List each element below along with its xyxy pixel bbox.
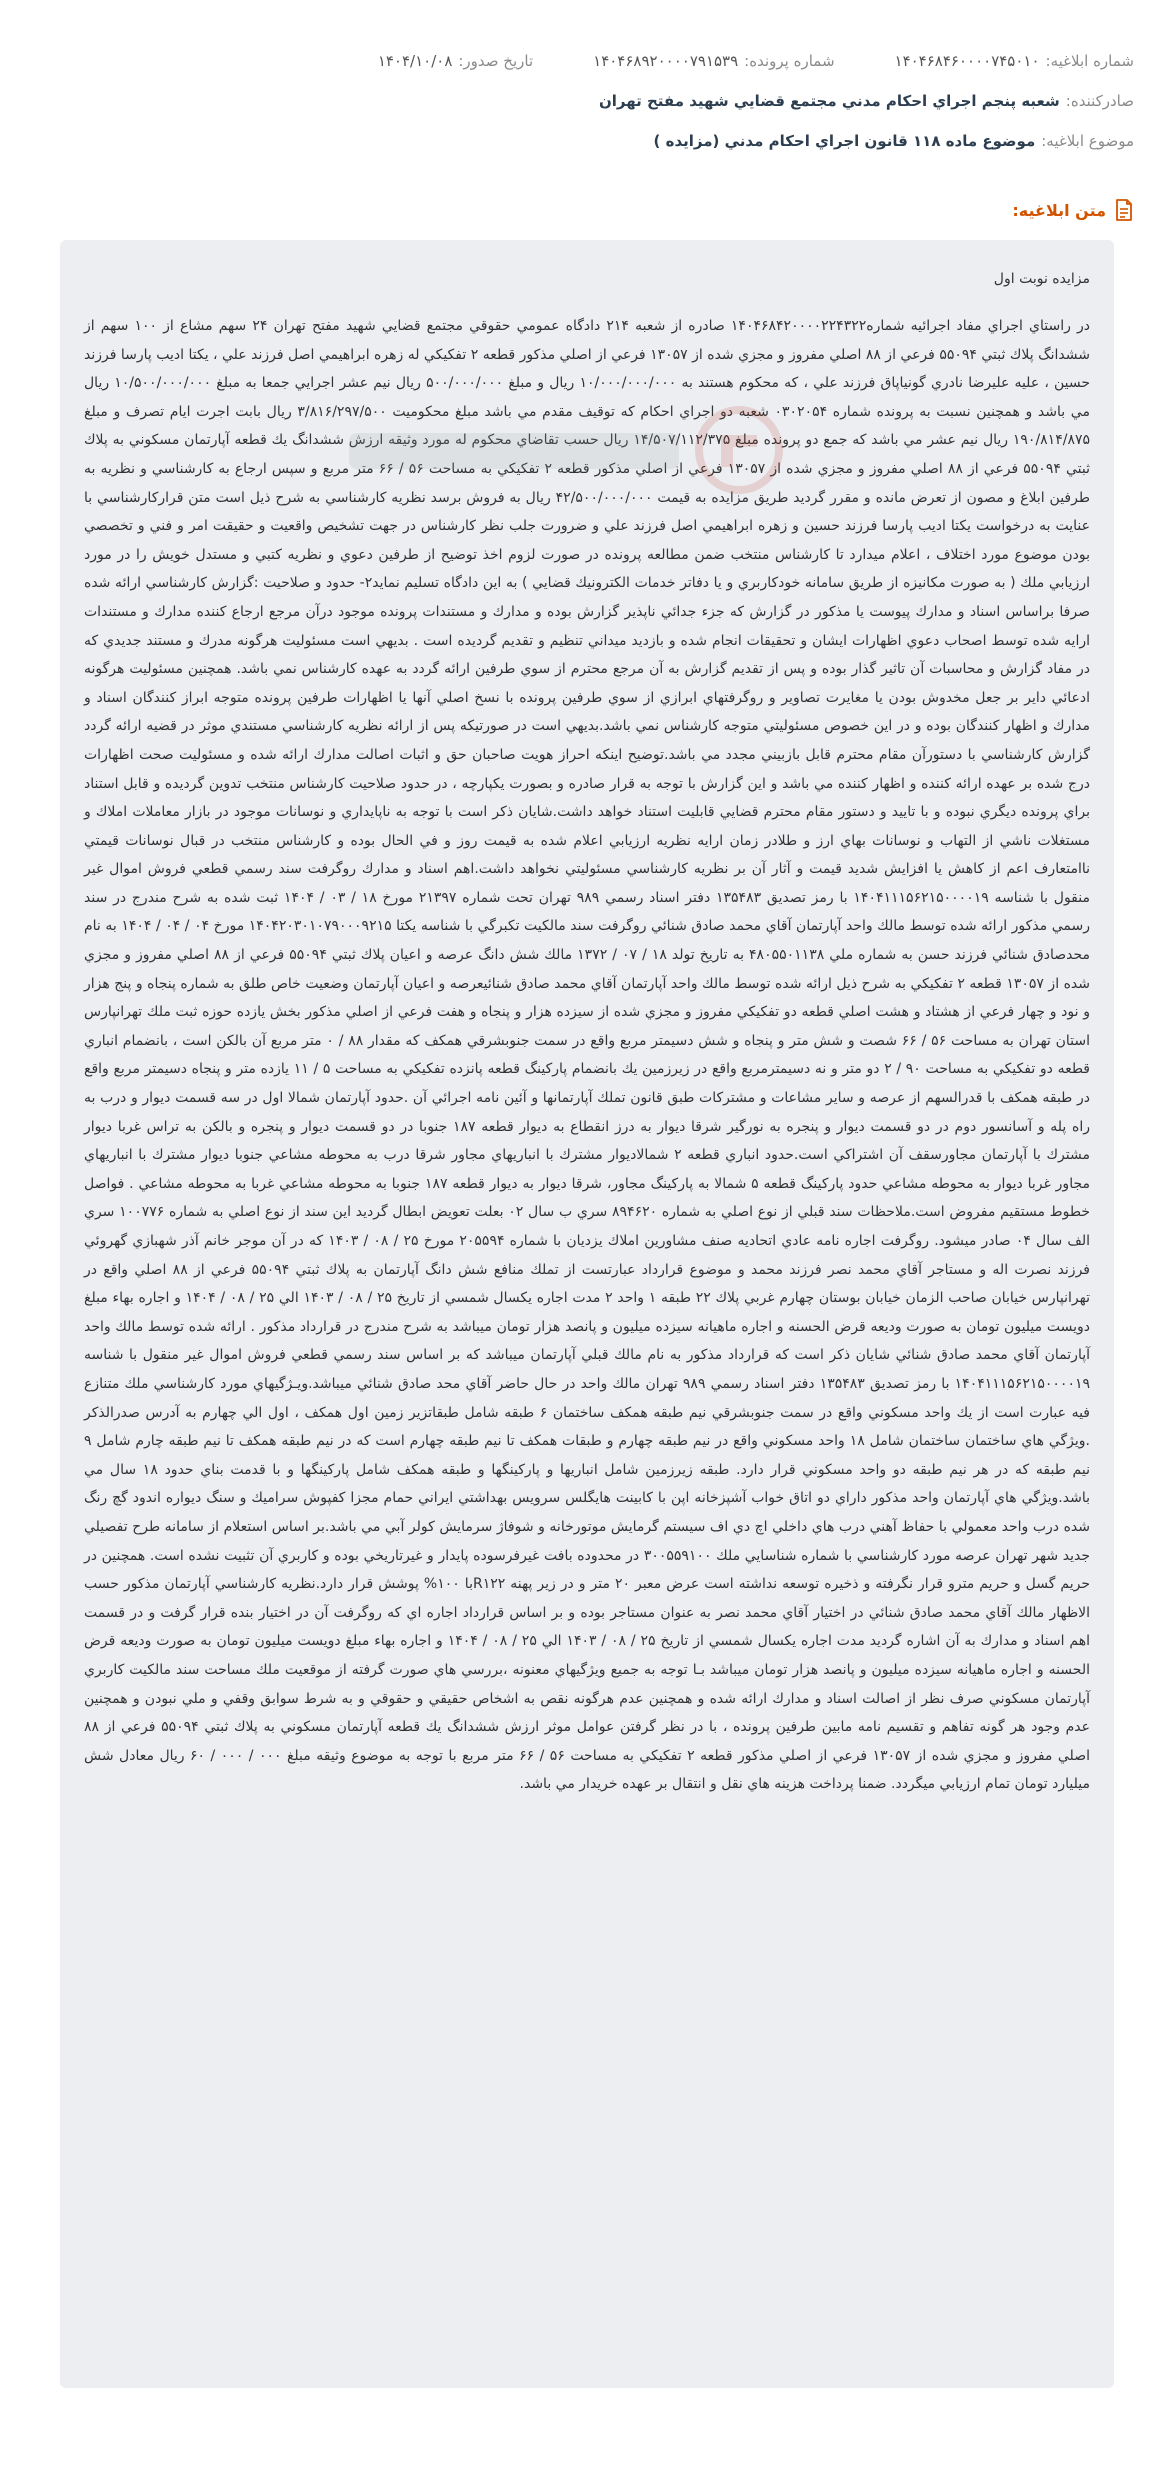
notice-header	[40, 50, 1134, 170]
document-icon	[1114, 198, 1134, 222]
subject	[654, 130, 1134, 152]
subject-label: موضوع ابلاغیه:	[1041, 132, 1134, 150]
case-number	[593, 50, 834, 72]
meta-row-numbers	[40, 50, 1134, 90]
notice-body-text: در راستاي اجراي مفاد اجرائيه شماره۱۴۰۴۶۸۴۲۰۰۰۰۲۲۴۳۲۲ صادره از شعبه ۲۱۴ دادگاه عمومي حقوقي مجتمع قضايي شهيد مفتح تهران ۲۴ سهم مشاع از ۱۰۰ سهم از ششدانگ پلاك ثبتي ۵۵۰۹۴ فرعي از ۸۸ اصلي مفروز و مجزي شده از ۱۳۰۵۷ فرعي از اصلي مذكور قطعه ۲ تفكيكي له زهره ابراهيمي اصل فرزند علي ، يكتا اديب پارسا فرزند حسين ، عليه عليرضا نادري گونياپاق فرزند علي ، كه محكوم هستند به ۱۰/۰۰۰/۰۰۰/۰۰۰ ريال و مبلغ ۵۰۰/۰۰۰/۰۰۰ ريال نيم عشر اجرايي جمعا به مبلغ ۱۰/۵۰۰/۰۰۰/۰۰۰ ريال مي باشد و همچنين نسبت به پرونده شماره ۰۳۰۲۰۵۴ شعبه دو اجراي احكام كه توقيف مقدم مي باشد مبلغ محكوميت ۳/۸۱۶/۲۹۷/۵۰۰ ريال بابت اجرت ايام تصرف و مبلغ ۱۹۰/۸۱۴/۸۷۵ ريال نيم عشر مي باشد كه جمع دو پرونده مبلغ ۱۴/۵۰۷/۱۱۲/۳۷۵ ريال حسب تقاضاي محكوم له مورد وثيقه ارزش ششدانگ يك قطعه آپارتمان مسكوني به پلاك ثبتي ۵۵۰۹۴ فرعي از ۸۸ اصلي مفروز و مجزي شده از ۱۳۰۵۷ فرعي از اصلي مذكور قطعه ۲ تفكيكي به مساحت ۵۶ / ۶۶ متر مربع و سپس ارجاع به كارشناسي و نظريه به طرفين ابلاغ و مصون از تعرض مانده و مقرر گرديد طريق مزايده به قيمت ۴۲/۵۰۰/۰۰۰/۰۰۰ ريال به فروش برسد نظريه كارشناسي به شرح ذيل است متن قراركارشناسي با عنايت به درخواست يكتا اديب پارسا فرزند حسين و زهره ابراهيمي اصل فرزند علي و ضرورت جلب نظر كارشناس در جهت تشخيص واقعيت و حقيقت امر و فني و تخصصي بودن موضوع مورد اختلاف ، اعلام ميدارد تا كارشناس منتخب ضمن مطالعه پرونده در صورت لزوم اخذ توضيح از طرفين دعوي و نظريه كتبي و مستدل خويش را در مورد ارزيابي ملك ( به صورت مكانيزه از طريق سامانه خودكاربري و يا دفاتر خدمات الكترونيك قضايي ) به اين دادگاه تسليم نمايد۲- حدود و صلاحيت :گزارش كارشناسي ارائه شده صرفا براساس اسناد و مدارك پيوست يا مذكور در گزارش كه جزء جدائي ناپذير گزارش بوده و مدارك و مستندات پرونده موجود درآن مرجع ارجاع كننده مدارك و مستندات ارايه شده توسط اصحاب دعوي اظهارات ايشان و تحقيقات انجام شده و بازديد ميداني تنظيم و تقديم گرديده است . بديهي است مسئوليت هرگونه مدرك و مستند جديدي كه در مفاد گزارش و محاسبات آن تاثير گذار بوده و پس از تقديم گزارش به آن مرجع محترم از سوي طرفين ارائه گردد به عهده كارشناس نمي باشد. همچنين مسئوليت هرگونه ادعائي داير بر جعل مخدوش بودن يا مغايرت تصاوير و روگرفتهاي ابرازي از سوي طرفين پرونده با نسخ اصلي آنها يا اظهارات طرفين پرونده متوجه ابراز كنندگان اسناد و مدارك و اظهار كنندگان بوده و در اين خصوص مسئوليتي متوجه كارشناس نمي باشد.بديهي است در صورتيكه پس از ارائه نظريه كارشناسي مستندي موثر در قضيه ارائه گردد گزارش كارشناسي با دستورآن مقام محترم قابل بازبيني مجدد مي باشد.توضيح اينكه احراز هويت صاحبان حق و اثبات اصالت مدارك ارائه شده و مسئوليت صحت اظهارات درج شده بر عهده ارائه كننده و اظهار كننده مي باشد و اين گزارش با توجه به قرار صادره و بصورت يكپارچه ، در حدود صلاحيت كارشناس منتخب تدوين گرديده و قابل استناد براي پرونده ديگري نبوده و با تاييد و دستور مقام محترم قضايي قابليت استناد خواهد داشت.شايان ذكر است با توجه به ناپايداري و نوسانات موجود در بازار معاملات املاك و مستغلات ناشي از التهاب و نوسانات بهاي ارز و طلادر زمان ارايه نظريه ارزيابي اعلام شده به قيمت روز و في الحال بوده و كارشناس منتخب در قبال نوسانات قيمتي ناامتعارف اعم از كاهش يا افزايش شديد قيمت و آثار آن بر نظريه كارشناسي مسئوليتي نخواهد داشت.اهم اسناد و مدارك روگرفت سند رسمي قطعي فروش اموال غير منقول با شناسه ۱۴۰۴۱۱۱۵۶۲۱۵۰۰۰۰۱۹ با رمز تصديق ۱۳۵۴۸۳ دفتر اسناد رسمي ۹۸۹ تهران تحت شماره ۲۱۳۹۷ مورخ ۱۸ / ۰۳ / ۱۴۰۴ ثبت شده به شرح مندرج در سند رسمي مذكور ارائه شده توسط مالك واحد آپارتمان آقاي محمد صادق شنائي روگرفت سند مالكيت تكبرگي با شناسه يكتا ۱۴۰۴۲۰۳۰۱۰۷۹۰۰۰۹۲۱۵ مورخ ۰۴ / ۰۴ / ۱۴۰۴ به نام محدصادق شنائي فرزند حسن به شماره ملي ۴۸۰۵۵۰۱۱۳۸ به تاريخ تولد ۱۸ / ۰۷ / ۱۳۷۲ مالك شش دانگ عرصه و اعيان پلاك ثبتي ۵۵۰۹۴ فرعي از ۸۸ اصلي مفروز و مجزي شده از ۱۳۰۵۷ قطعه ۲ تفكيكي به شرح ذيل ارائه شده توسط مالك واحد آپارتمان آقاي محمد صادق شنائيعرصه و اعيان آپارتمان وضعيت خاص طلق به شماره پنجاه و پنج هزار و نود و چهار فرعي از هشتاد و هشت اصلي قطعه دو تفكيكي مفروز و مجزي شده از سيزده هزار و پنجاه و هفت فرعي از اصلي مذكور بخش يازده حوزه ثبت ملك تهرانپارس استان تهران به مساحت ۵۶ / ۶۶ شصت و شش متر و پنجاه و شش دسيمتر مربع واقع در سمت جنوبشرقي همكف كه مقدار ۸۸ / ۰ متر مربع آن بالكن است ، بانضمام انباري قطعه دو تفكيكي به مساحت ۹۰ / ۲ دو متر و نه دسيمترمربع واقع در زيرزمين يك بانضمام پاركينگ قطعه پانزده تفكيكي به مساحت ۵ / ۱۱ يازده متر و پنجاه دسيمتر مربع واقع در طبقه همكف با قدرالسهم از عرصه و ساير مشاعات و مشتركات طبق قانون تملك آپارتمانها و آئين نامه اجرائي آن .حدود آپارتمان شمالا اول در سه قسمت ديوار و درب به راه پله و آسانسور دوم در دو قسمت ديوار و پنجره به نورگير شرقا ديوار به درز انقطاع به ديوار قطعه ۱۸۷ جنوبا در دو قسمت ديوار و پنجره و بالكن به تراس غربا ديوار مشترك با آپارتمان مجاورسقف آن اشتراكي است.حدود انباري قطعه ۲ شمالاديوار مشترك با انباريهاي مجاور شرقا درب به محوطه مشاعي جنوبا ديوار مشترك با انباريهاي مجاور غربا ديوار به محوطه مشاعي حدود پاركينگ قطعه ۵ شمالا به پاركينگ مجاور، شرقا ديوار به ديوار قطعه ۱۸۷ جنوبا به محوطه مشاعي غربا به محوطه مشاعي . فواصل خطوط مستقيم مفروض است.ملاحظات سند قبلي از نوع اصلي به شماره ۸۹۴۶۲۰ سري ب سال ۰۲ بعلت تعويض ابطال گرديد اين سند از نوع اصلي به شماره ۱۰۰۷۷۶ سري الف سال ۰۴ صادر ميشود. روگرفت اجاره نامه عادي اتحاديه صنف مشاورين املاك يزديان با شماره ۲۰۵۵۹۴ مورخ ۲۵ / ۰۸ / ۱۴۰۳ كه در آن موجر خانم آذر شهبازي گهروئي فرزند نصرت اله و مستاجر آقاي محمد نصر فرزند محمد و موضوع قرارداد عبارتست از تملك منافع شش دانگ آپارتمان به پلاك ثبتي ۵۵۰۹۴ فرعي از ۸۸ اصلي واقع در تهرانپارس خيابان صاحب الزمان خيابان بوستان چهارم غربي پلاك ۲۲ طبقه ۱ واحد ۲ مدت اجاره يكسال شمسي از تاريخ ۲۵ / ۰۸ / ۱۴۰۳ الي ۲۵ / ۰۸ / ۱۴۰۴ و اجاره بهاء مبلغ دويست ميليون تومان به صورت وديعه قرض الحسنه و اجاره ماهيانه سيزده ميليون و پانصد هزار تومان ميباشد به شرح مندرج در قرارداد مذكور . ارائه شده توسط مالك واحد آپارتمان آقاي محمد صادق شنائي شايان ذكر است كه قرارداد مذكور به نام مالك قبلي آپارتمان ميباشد كه بر اساس سند رسمي قطعي فروش اموال غير منقول با شناسه ۱۴۰۴۱۱۱۵۶۲۱۵۰۰۰۰۱۹ با رمز تصديق ۱۳۵۴۸۳ دفتر اسناد رسمي ۹۸۹ تهران مالك واحد در حال حاضر آقاي محد صادق شنائي ميباشد.ويـژگيهاي مورد كارشناسي ملك متنازع فيه عبارت است از يك واحد مسكوني واقع در سمت جنوبشرقي نيم طبقه همكف ساختمان ۶ طبقه شامل طبقاتزير زمين اول همكف ، اول الي چهارم به آدرس صدرالذكر .ويژگي هاي ساختمان ساختمان شامل ۱۸ واحد مسكوني واقع در نيم طبقه چهارم و طبقات همكف تا نيم طبقه چهارم است كه در نيم طبقه همكف تا نيم طبقه چارم شامل ۹ نيم طبقه كه در هر نيم طبقه دو واحد مسكوني قرار دارد. طبقه زيرزمين شامل انباريها و پاركينگها و طبقه همكف شامل پاركينگها و با قدمت بناي حدود ۱۸ سال مي باشد.ويژگي هاي آپارتمان واحد مذكور داراي دو اتاق خواب آشپزخانه اپن با كابينت هايگلس سرويس بهداشتي ايراني حمام مجزا كفپوش سراميك و سنگ ديواره اندود گچ رنگ شده درب واحد معمولي با حفاظ آهني درب هاي داخلي اچ دي اف سيستم گرمايش موتورخانه و شوفاژ سرمايش كولر آبي مي باشد.بر اساس استعلام از سامانه طرح تفصيلي جديد شهر تهران عرصه مورد كارشناسي با شماره شناسايي ملك ۳۰۰۵۵۹۱۰۰ در محدوده بافت غيرفرسوده پايدار و غيرتاريخي بوده و كاربري آن تثبيت نشده است. همچنين در حريم گسل و حريم مترو قرار نگرفته و ذخيره توسعه نداشته است عرض معبر ۲۰ متر و در زير پهنه R۱۲۲با ۱۰۰% پوشش قرار دارد.نظريه كارشناسي آپارتمان مذكور حسب الاظهار مالك آقاي محمد صادق شنائي در اختيار آقاي محمد نصر به عنوان مستاجر بوده و بر اساس قرارداد اجاره اي كه روگرفت آن در اختيار بنده قرار گرفت و در قسمت اهم اسناد و مدارك به آن اشاره گرديد مدت اجاره يكسال شمسي از تاريخ ۲۵ / ۰۸ / ۱۴۰۳ الي ۲۵ / ۰۸ / ۱۴۰۴ و اجاره بهاء مبلغ دويست ميليون تومان به صورت وديعه قرض الحسنه و اجاره ماهيانه سيزده ميليون و پانصد هزار تومان ميباشد بـا توجه به جميع ويژگيهاي معنونه ،بررسي هاي صورت گرفته از موقعيت ملك مساحت سند مالكيت كاربري آپارتمان مسكوني صرف نظر از اصالت اسناد و مدارك ارائه شده و همچنين عدم هرگونه نقص به اشخاص حقيقي و حقوقي و به شرط سوابق وقفي و ملي نبودن و همچنين عدم وجود هر گونه تفاهم و تقسيم نامه مابين طرفين پرونده ، با در نظر گرفتن عوامل موثر ارزش ششدانگ يك قطعه آپارتمان مسكوني به پلاك ثبتي ۵۵۰۹۴ فرعي از ۸۸ اصلي مفروز و مجزي شده از ۱۳۰۵۷ فرعي از اصلي مذكور قطعه ۲ تفكيكي به مساحت ۵۶ / ۶۶ متر مربع با توجه به موضوع وثيقه مبلغ ۰۰۰ / ۰۰۰ / ۶۰ ريال معادل شش ميليارد تومان تمام ارزيابي ميگردد. ضمنا پرداخت هزينه هاي نقل و انتقال بر عهده خريدار مي باشد.	[84, 318, 1091, 1793]
issue-date-value: ۱۴۰۴/۱۰/۰۸	[377, 52, 453, 70]
meta-row-subject	[40, 130, 1134, 170]
notice-heading: مزايده نوبت اول	[993, 271, 1090, 287]
case-number-value: ۱۴۰۴۶۸۹۲۰۰۰۰۷۹۱۵۳۹	[593, 52, 739, 70]
issuer-value: شعبه پنجم اجراي احكام مدني مجتمع قضايي شهيد مفتح تهران	[598, 92, 1060, 110]
notice-number-label: شماره ابلاغیه:	[1045, 52, 1134, 70]
case-number-label: شماره پرونده:	[744, 52, 835, 70]
notice-title-text: متن ابلاغیه:	[1012, 200, 1106, 220]
notice-number-value: ۱۴۰۴۶۸۴۶۰۰۰۰۷۴۵۰۱۰	[894, 52, 1040, 70]
notice-title	[1012, 198, 1134, 222]
issue-date-label: تاریخ صدور:	[458, 52, 534, 70]
issuer-label: صادرکننده:	[1065, 92, 1134, 110]
issue-date	[378, 50, 533, 72]
issuer	[599, 90, 1134, 112]
notice-content-box	[60, 240, 1114, 2388]
meta-row-issuer	[40, 90, 1134, 130]
notice-number	[895, 50, 1134, 72]
subject-value: موضوع ماده ۱۱۸ قانون اجراي احكام مدني (مزايده )	[653, 132, 1036, 150]
